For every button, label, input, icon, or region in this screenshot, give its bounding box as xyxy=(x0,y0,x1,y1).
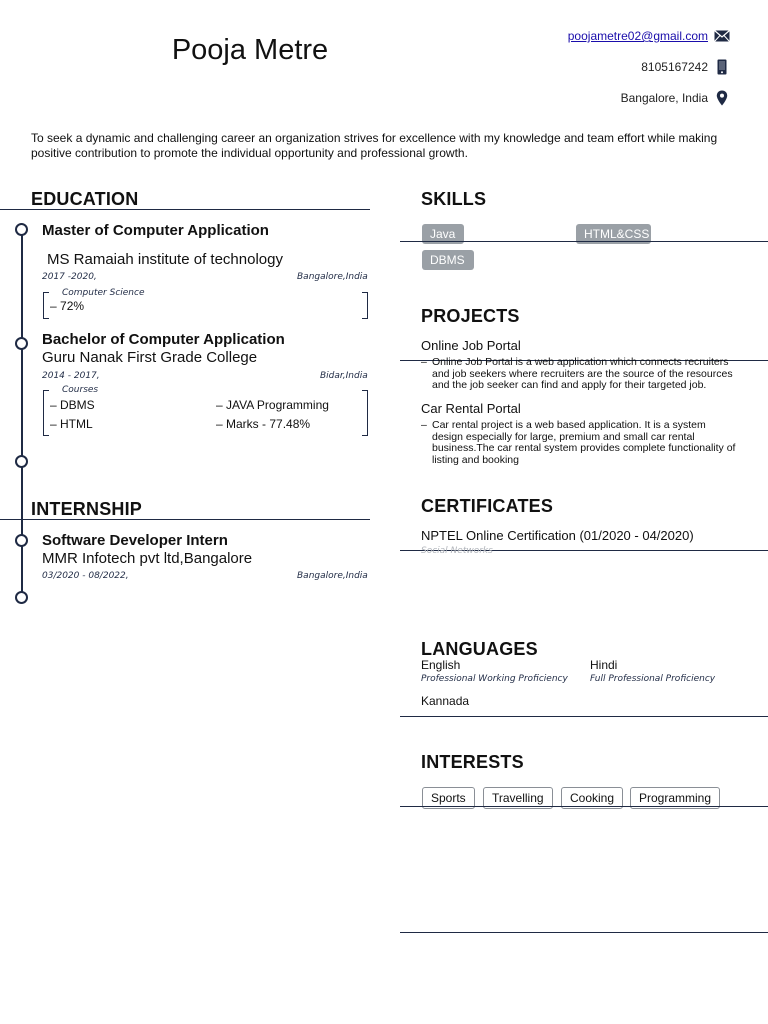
institution-name: Guru Nanak First Grade College xyxy=(42,349,258,366)
education-label: Computer Science xyxy=(62,288,145,298)
email-link[interactable]: poojametre02@gmail.com xyxy=(567,29,708,43)
course-item: – JAVA Programming xyxy=(216,398,329,412)
intern-role: Software Developer Intern xyxy=(42,532,228,549)
interest-tag: Travelling xyxy=(483,787,553,809)
intern-company: MMR Infotech pvt ltd,Bangalore xyxy=(42,550,253,567)
skill-pill: DBMS xyxy=(422,250,474,270)
map-pin-icon xyxy=(714,90,730,106)
education-detail: – 72% xyxy=(50,299,85,313)
timeline-dot xyxy=(15,455,28,468)
contact-phone-row xyxy=(641,59,730,75)
certificates-heading: CERTIFICATES xyxy=(421,496,554,516)
timeline-dot xyxy=(15,534,28,547)
contact-email-row xyxy=(568,28,730,44)
education-place: Bidar,India xyxy=(320,371,368,381)
candidate-name: Pooja Metre xyxy=(171,34,329,66)
project-title: Car Rental Portal xyxy=(421,401,521,416)
phone-icon xyxy=(714,59,730,75)
project-title: Online Job Portal xyxy=(421,338,521,353)
course-item: – HTML xyxy=(50,417,93,431)
timeline-dot xyxy=(15,223,28,236)
career-objective: To seek a dynamic and challenging career an organization strives for excellence with my knowledge and team effort while making positive contribution to promote the individual opportunity and professional growth. xyxy=(31,131,718,160)
language-name: Hindi xyxy=(590,658,618,672)
interest-tag: Sports xyxy=(422,787,475,809)
education-place: Bangalore,India xyxy=(297,272,368,282)
project-description: Online Job Portal is a web application which connects recruiters and job seekers where recruiters are the source of the resources and the job seeker can find and apply for their targeted job. xyxy=(432,356,733,391)
timeline-dot xyxy=(15,591,28,604)
skill-pill: HTML&CSS xyxy=(576,224,651,244)
course-item: – DBMS xyxy=(50,398,95,412)
envelope-icon xyxy=(714,28,730,44)
bullet: – xyxy=(421,356,427,368)
location-text: Bangalore, India xyxy=(620,91,708,105)
internship-heading: INTERNSHIP xyxy=(31,499,143,519)
education-heading: EDUCATION xyxy=(31,189,139,209)
education-dates: 2014 - 2017, xyxy=(42,371,100,381)
interests-heading: INTERESTS xyxy=(421,752,524,772)
degree-title: Bachelor of Computer Application xyxy=(42,331,285,348)
languages-divider xyxy=(400,716,768,717)
skills-divider xyxy=(400,241,768,242)
bracket-left xyxy=(43,292,49,319)
certificate-subtitle: Social Networks xyxy=(421,546,493,556)
language-level: Professional Working Proficiency xyxy=(421,674,568,684)
phone-number: 8105167242 xyxy=(641,60,708,74)
language-name: Kannada xyxy=(421,694,470,708)
internship-divider xyxy=(0,519,370,520)
language-name: English xyxy=(421,658,461,672)
bracket-left xyxy=(43,390,49,436)
education-label: Courses xyxy=(62,385,99,395)
bottom-divider xyxy=(400,932,768,933)
intern-dates: 03/2020 - 08/2022, xyxy=(42,571,129,581)
institution-name: MS Ramaiah institute of technology xyxy=(47,251,283,268)
bullet: – xyxy=(421,419,427,431)
interest-tag: Cooking xyxy=(561,787,623,809)
education-dates: 2017 -2020, xyxy=(42,272,97,282)
bracket-right xyxy=(362,292,368,319)
interest-tag: Programming xyxy=(630,787,720,809)
certificate-name: NPTEL Online Certification (01/2020 - 04/2020) xyxy=(421,528,694,543)
skills-heading: SKILLS xyxy=(421,189,487,209)
bracket-right xyxy=(362,390,368,436)
timeline-dot xyxy=(15,337,28,350)
project-description: Car rental project is a web based application. It is a system design especially for large, premium and small car rental business.The car rental system provides complete functionality of listing and booking xyxy=(432,419,736,466)
projects-heading: PROJECTS xyxy=(421,306,520,326)
degree-title: Master of Computer Application xyxy=(42,222,269,239)
skill-pill: Java xyxy=(422,224,464,244)
education-divider xyxy=(0,209,370,210)
language-level: Full Professional Proficiency xyxy=(590,674,716,684)
course-item: – Marks - 77.48% xyxy=(216,417,311,431)
contact-location-row xyxy=(621,90,730,106)
languages-heading: LANGUAGES xyxy=(421,639,538,659)
interests-divider xyxy=(400,806,768,807)
intern-place: Bangalore,India xyxy=(297,571,368,581)
